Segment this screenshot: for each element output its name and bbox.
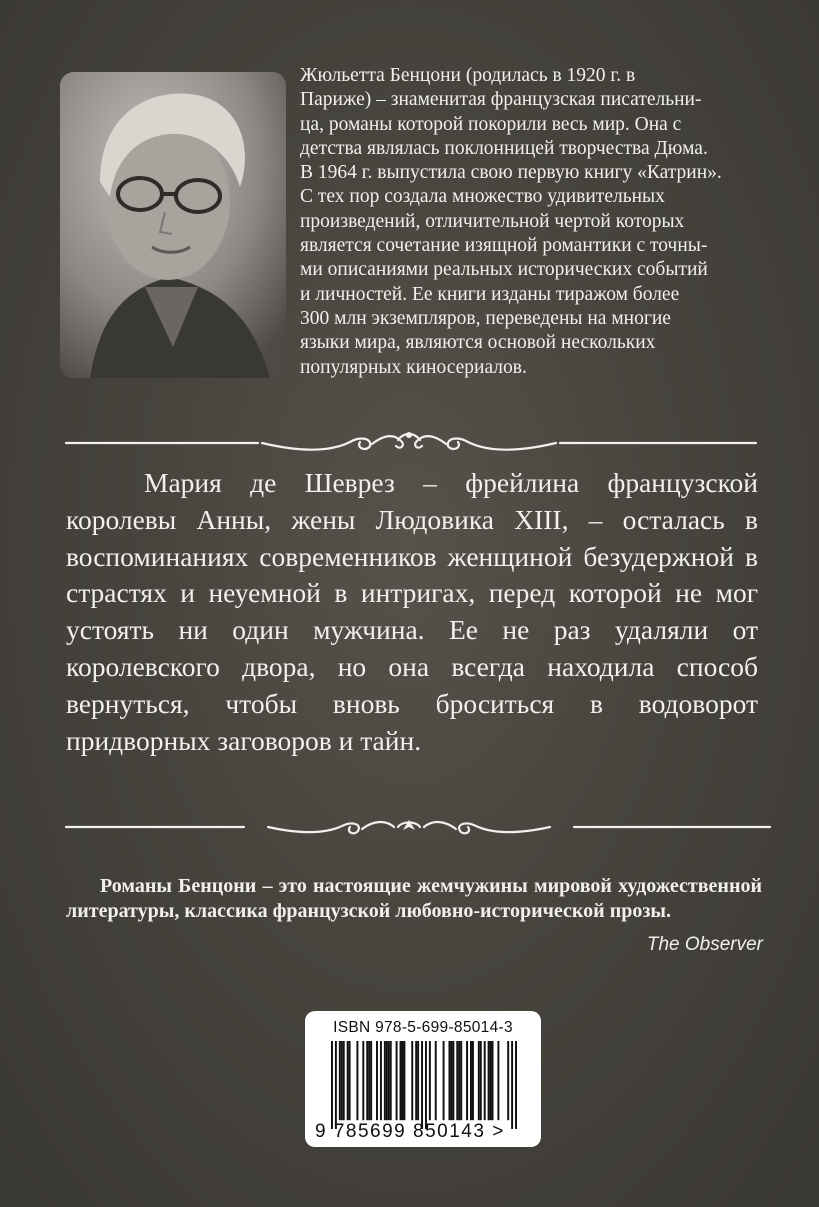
barcode-digits: 9 785699 850143 >	[315, 1121, 505, 1142]
bio-line: произведений, отличительной чертой которых	[300, 210, 685, 232]
bio-line: Жюльетта Бенцони (родилась в 1920 г. в	[300, 65, 636, 86]
barcode-bar	[343, 1041, 345, 1120]
barcode-bar	[400, 1041, 402, 1120]
barcode-bar	[341, 1041, 343, 1120]
barcode-bar	[515, 1041, 517, 1129]
barcode-bar	[472, 1041, 474, 1120]
barcode-bar	[388, 1041, 390, 1120]
bio-line: 300 млн экземпляров, переведены на многие	[300, 307, 671, 329]
barcode-icon	[331, 1041, 517, 1129]
barcode-bar	[478, 1041, 480, 1120]
barcode-bar	[490, 1041, 492, 1120]
bio-line: и личностей. Ее книги изданы тиражом более	[300, 283, 680, 305]
author-portrait-image	[60, 72, 286, 378]
barcode-bar	[450, 1041, 452, 1120]
review-source: The Observer	[646, 934, 763, 955]
barcode-bar	[356, 1041, 358, 1120]
barcode-bar	[349, 1041, 351, 1120]
barcode-bar	[497, 1041, 499, 1120]
barcode-bar	[488, 1041, 490, 1120]
author-photo	[60, 72, 286, 378]
flourish-ornament-icon	[0, 812, 819, 842]
isbn-label: ISBN 978-5-699-85014-3	[333, 1019, 513, 1036]
barcode-bar	[466, 1041, 468, 1120]
barcode-bar	[484, 1041, 486, 1120]
barcode-bar	[384, 1041, 386, 1120]
barcode-bar	[335, 1041, 337, 1129]
flourish-ornament-icon	[0, 428, 819, 458]
bio-line: является сочетание изящной романтики с точны-	[300, 235, 708, 257]
barcode-bar	[401, 1041, 403, 1120]
ornamental-divider-top	[0, 428, 819, 458]
bio-line: языки мира, являются основой нескольких	[300, 332, 656, 354]
barcode-bar	[386, 1041, 388, 1120]
barcode-bar	[366, 1041, 368, 1120]
barcode-bar	[470, 1041, 472, 1120]
book-annotation: Мария де Шеврез – фрейлина французской королевы Анны, жены Людовика XIII, – осталась в воспоминаниях современников женщиной безудержной в страстях и неуемной в интригах, перед которой не мог устоять ни один мужчина. Ее не раз удаляли от королевского двора, но она всегда находила способ вернуться, чтобы вновь броситься в водоворот придворных заговоров и тайн.	[66, 467, 758, 756]
bio-line: ца, романы которой покорили весь мир. Она с	[300, 113, 682, 135]
isbn-barcode	[305, 1011, 541, 1147]
barcode-bar	[362, 1041, 364, 1120]
barcode-bar	[415, 1041, 417, 1120]
bio-line: В 1964 г. выпустила свою первую книгу «Катрин».	[300, 162, 722, 184]
barcode-bar	[429, 1041, 431, 1120]
barcode-bar	[403, 1041, 405, 1120]
barcode-bar	[443, 1041, 445, 1120]
review-quote: Романы Бенцони – это настоящие жемчужины мировой художественной литературы, классика французской любовно-исторической прозы.	[66, 875, 762, 922]
barcode-bar	[458, 1041, 460, 1120]
barcode-bar	[507, 1041, 509, 1120]
barcode-bar	[425, 1041, 427, 1129]
barcode-bar	[370, 1041, 372, 1120]
barcode-bar	[417, 1041, 419, 1120]
barcode-bar	[456, 1041, 458, 1120]
bio-line: детства являлась поклонницей творчества Дюма.	[300, 137, 708, 159]
bio-line: популярных киносериалов.	[300, 356, 527, 378]
barcode-bar	[511, 1041, 513, 1129]
bio-line: Париже) – знаменитая французская писательни-	[300, 89, 702, 111]
barcode-bar	[347, 1041, 349, 1120]
bio-line: С тех пор создала множество удивительных	[300, 186, 665, 208]
barcode-bars	[331, 1041, 517, 1129]
barcode-bar	[339, 1041, 341, 1120]
barcode-bar	[331, 1041, 333, 1129]
barcode-bar	[390, 1041, 392, 1120]
barcode-bar	[452, 1041, 454, 1120]
barcode-bar	[480, 1041, 482, 1120]
barcode-bar	[368, 1041, 370, 1120]
barcode-bar	[460, 1041, 462, 1120]
ornamental-divider-bottom	[0, 812, 819, 842]
barcode-bar	[435, 1041, 437, 1120]
barcode-bar	[421, 1041, 423, 1129]
bio-line: ми описаниями реальных исторических событий	[300, 259, 708, 281]
barcode-bar	[492, 1041, 494, 1120]
barcode-bar	[448, 1041, 450, 1120]
barcode-bar	[380, 1041, 382, 1120]
barcode-bar	[376, 1041, 378, 1120]
author-biography	[300, 64, 764, 380]
barcode-bar	[396, 1041, 398, 1120]
barcode-bar	[411, 1041, 413, 1120]
